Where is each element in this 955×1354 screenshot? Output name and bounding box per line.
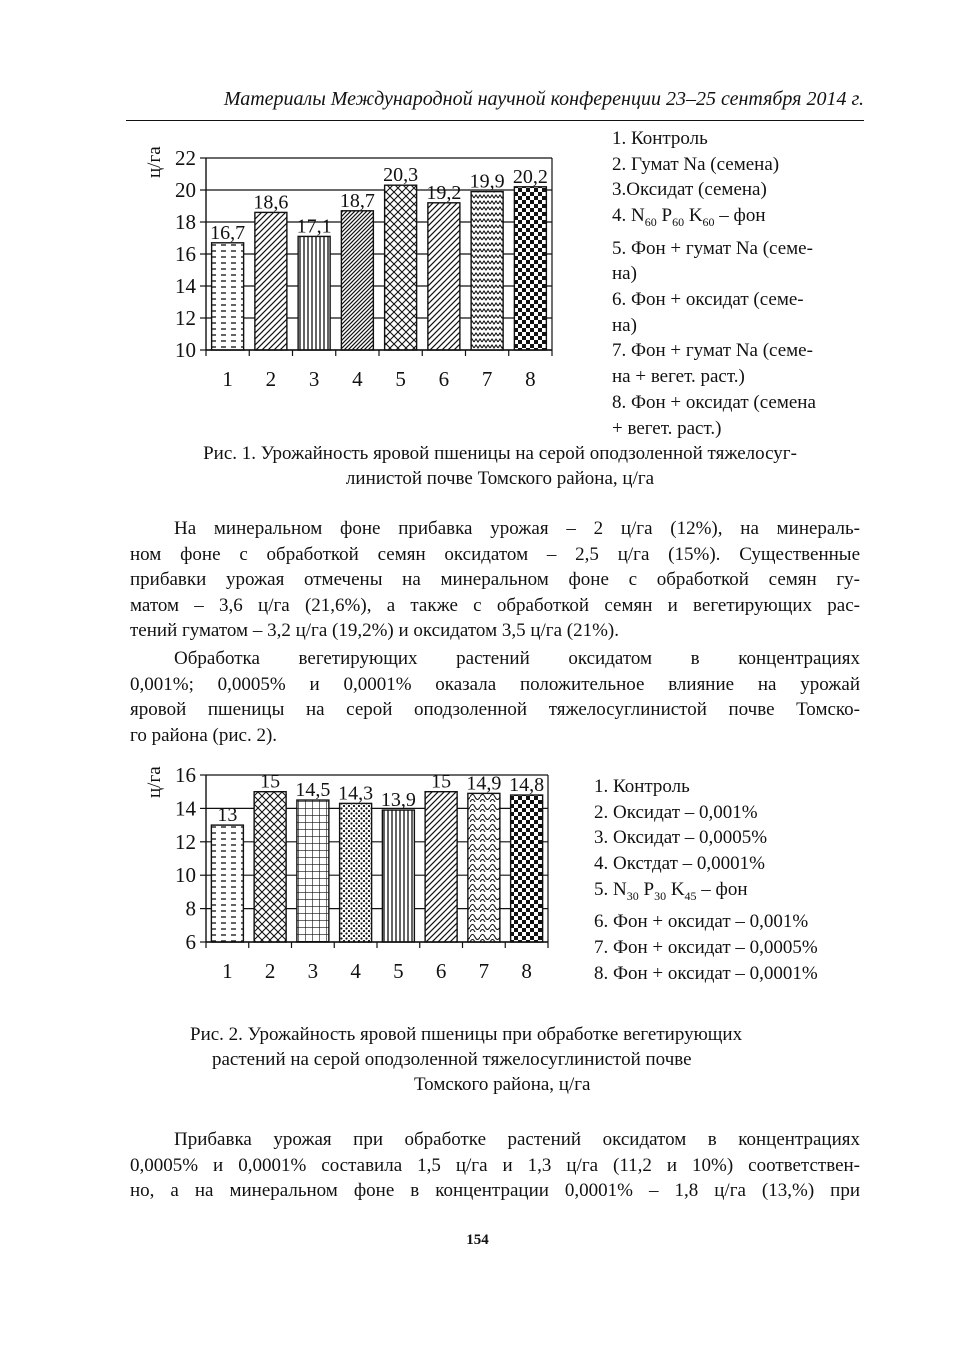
paragraph-1-line: На минеральном фоне прибавка урожая – 2 ц/га (12%), на минераль- bbox=[174, 518, 860, 539]
x-tick-label-4: 4 bbox=[352, 367, 363, 391]
figure-1-caption bbox=[120, 441, 880, 491]
paragraph-2-line: яровой пшеницы на серой оподзоленной тяжелосуглинистой почве Томско- bbox=[130, 699, 860, 720]
bar-5 bbox=[382, 810, 414, 942]
figure-2-legend-item-1: 1. Контроль bbox=[594, 776, 690, 797]
figure-1-legend bbox=[612, 126, 816, 441]
x-tick-label-2: 2 bbox=[265, 367, 277, 391]
figure-2-legend-item-2: 2. Оксидат – 0,001% bbox=[594, 801, 758, 823]
y-tick-label: 12 bbox=[175, 306, 196, 330]
figure-2-bar-chart bbox=[130, 752, 570, 992]
y-tick-label: 12 bbox=[175, 829, 196, 854]
figure-1-legend-item-6: 6. Фон + оксидат (семе- bbox=[612, 289, 804, 311]
y-axis-label: ц/га bbox=[144, 146, 165, 178]
figure-1-legend-item-1: 1. Контроль bbox=[612, 128, 708, 149]
bar-1 bbox=[212, 243, 244, 350]
x-tick-label-4: 4 bbox=[350, 959, 361, 983]
data-label-4: 14,3 bbox=[338, 782, 374, 805]
header-rule bbox=[126, 120, 864, 121]
bar-6 bbox=[428, 203, 460, 350]
figure-2-legend-item-4: 4. Окстдат – 0,0001% bbox=[594, 853, 765, 875]
bar-3 bbox=[297, 800, 329, 942]
x-tick-label-5: 5 bbox=[393, 959, 404, 983]
y-tick-label: 6 bbox=[185, 930, 196, 954]
paragraph-3-line: но, а на минеральном фоне в концентрации 0,0001% – 1,8 ц/га (13,%) при bbox=[130, 1180, 860, 1201]
paragraph-2-line: Обработка вегетирующих растений оксидатом в концентрациях bbox=[174, 648, 860, 669]
data-label-5: 20,3 bbox=[383, 164, 419, 187]
figure-1-legend-item-8: 8. Фон + оксидат (семена bbox=[612, 391, 816, 413]
data-label-2: 18,6 bbox=[253, 191, 289, 214]
data-label-6: 19,2 bbox=[426, 181, 462, 204]
figure-2-legend-item-7: 7. Фон + оксидат – 0,0005% bbox=[594, 937, 818, 959]
figure-1-legend-item-2: 2. Гумат Na (семена) bbox=[612, 153, 780, 175]
x-tick-label-3: 3 bbox=[308, 367, 320, 391]
paragraph-2 bbox=[130, 646, 860, 748]
figure-2-legend-item-8: 8. Фон + оксидат – 0,0001% bbox=[594, 962, 818, 984]
paragraph-1-line: прибавки урожая отмечены на минеральном фоне с обработкой семян гу- bbox=[130, 569, 860, 590]
x-tick-label-8: 8 bbox=[525, 367, 536, 391]
data-label-7: 14,9 bbox=[466, 772, 502, 795]
running-header: Материалы Международной научной конференции 23–25 сентября 2014 г. bbox=[223, 88, 864, 110]
x-tick-label-8: 8 bbox=[521, 959, 532, 983]
bar-6 bbox=[425, 792, 457, 942]
x-tick-label-5: 5 bbox=[395, 367, 406, 391]
figure-1-caption-line-2: линистой почве Томского района, ц/га bbox=[345, 468, 655, 489]
y-tick-label: 10 bbox=[175, 863, 196, 888]
bar-7 bbox=[471, 192, 503, 350]
bar-8 bbox=[514, 187, 546, 350]
paragraph-3-line: Прибавка урожая при обработке растений оксидатом в концентрациях bbox=[174, 1129, 860, 1150]
bar-5 bbox=[385, 185, 417, 350]
x-tick-label-7: 7 bbox=[478, 959, 490, 983]
y-tick-label: 8 bbox=[185, 896, 196, 921]
bar-4 bbox=[341, 211, 373, 350]
x-tick-label-1: 1 bbox=[222, 959, 233, 983]
bar-3 bbox=[298, 236, 330, 350]
data-label-3: 17,1 bbox=[296, 215, 332, 238]
figure-1-legend-item-5-cont: на) bbox=[612, 263, 637, 285]
figure-2-legend-item-3: 3. Оксидат – 0,0005% bbox=[594, 827, 768, 849]
figure-2-caption-line-2: растений на серой оподзоленной тяжелосуглинистой почве bbox=[212, 1049, 692, 1070]
data-label-6: 15 bbox=[431, 770, 452, 793]
bar-7 bbox=[468, 793, 500, 942]
x-tick-label-1: 1 bbox=[222, 367, 233, 391]
figure-1-legend-item-7: 7. Фон + гумат Na (семе- bbox=[612, 340, 813, 362]
bar-1 bbox=[211, 825, 243, 942]
y-tick-label: 16 bbox=[175, 763, 196, 787]
data-label-4: 18,7 bbox=[339, 189, 375, 212]
figure-1-legend-item-3: 3.Оксидат (семена) bbox=[612, 179, 767, 201]
figure-2-legend-item-6: 6. Фон + оксидат – 0,001% bbox=[594, 911, 809, 933]
y-tick-label: 14 bbox=[175, 796, 196, 821]
paragraph-1 bbox=[130, 516, 860, 644]
figure-2-legend-item-5: 5. $N_{30}$ $P_{30}$ $K_{45}$ – фон bbox=[594, 878, 748, 903]
paragraph-1-line: тений гуматом – 3,2 ц/га (19,2%) и оксидатом 3,5 ц/га (21%). bbox=[130, 620, 619, 641]
paragraph-2-line: 0,001%; 0,0005% и 0,0001% оказала положительное влияние на урожай bbox=[130, 673, 860, 695]
page-number: 154 bbox=[466, 1232, 489, 1248]
figure-1-legend-item-5: 5. Фон + гумат Na (семе- bbox=[612, 237, 813, 259]
y-tick-label: 18 bbox=[175, 210, 196, 234]
figure-1-caption-line-1: Рис. 1. Урожайность яровой пшеницы на серой оподзоленной тяжелосуг- bbox=[203, 443, 797, 464]
paragraph-1-line: матом – 3,6 ц/га (21,6%), а также с обработкой семян и вегетирующих рас- bbox=[130, 594, 860, 616]
y-tick-label: 14 bbox=[175, 274, 196, 298]
x-tick-label-6: 6 bbox=[435, 959, 447, 983]
y-tick-label: 10 bbox=[175, 338, 196, 362]
bar-4 bbox=[340, 803, 372, 942]
data-label-8: 14,8 bbox=[509, 774, 545, 797]
data-label-5: 13,9 bbox=[380, 789, 416, 812]
data-label-7: 19,9 bbox=[469, 170, 505, 193]
x-tick-label-6: 6 bbox=[438, 367, 450, 391]
data-label-1: 16,7 bbox=[210, 221, 246, 244]
y-axis-label: ц/га bbox=[144, 766, 165, 798]
figure-1-legend-item-7-cont: на + вегет. раст.) bbox=[612, 366, 745, 388]
figure-1-legend-item-6-cont: на) bbox=[612, 314, 637, 336]
figure-1-legend-item-8-cont: + вегет. раст.) bbox=[612, 417, 722, 439]
y-tick-label: 20 bbox=[175, 178, 196, 202]
figure-1-bar-chart bbox=[130, 128, 570, 396]
x-tick-label-7: 7 bbox=[481, 367, 493, 391]
figure-2-caption bbox=[150, 1022, 890, 1097]
figure-2-caption-line-1: Рис. 2. Урожайность яровой пшеницы при обработке вегетирующих bbox=[190, 1024, 743, 1045]
paragraph-3-line: 0,0005% и 0,0001% составила 1,5 ц/га и 1,3 ц/га (11,2 и 10%) соответствен- bbox=[130, 1154, 860, 1176]
figure-2-caption-line-3: Томского района, ц/га bbox=[414, 1074, 591, 1095]
bar-8 bbox=[511, 795, 543, 942]
paragraph-3 bbox=[130, 1127, 860, 1204]
data-label-3: 14,5 bbox=[295, 779, 331, 802]
figure-2-legend bbox=[594, 774, 818, 986]
bar-2 bbox=[255, 212, 287, 350]
x-tick-label-2: 2 bbox=[264, 959, 276, 983]
paragraph-1-line: ном фоне с обработкой семян оксидатом – 2,5 ц/га (15%). Существенные bbox=[130, 543, 860, 565]
data-label-8: 20,2 bbox=[512, 165, 548, 188]
y-tick-label: 22 bbox=[175, 146, 196, 170]
data-label-1: 13 bbox=[217, 804, 238, 827]
x-tick-label-3: 3 bbox=[307, 959, 319, 983]
bar-2 bbox=[254, 792, 286, 942]
data-label-2: 15 bbox=[260, 770, 281, 793]
figure-1-legend-item-4: 4. $N_{60}$ $P_{60}$ $K_{60}$ – фон bbox=[612, 205, 766, 229]
paragraph-2-line: го района (рис. 2). bbox=[130, 724, 278, 746]
y-tick-label: 16 bbox=[175, 242, 196, 266]
